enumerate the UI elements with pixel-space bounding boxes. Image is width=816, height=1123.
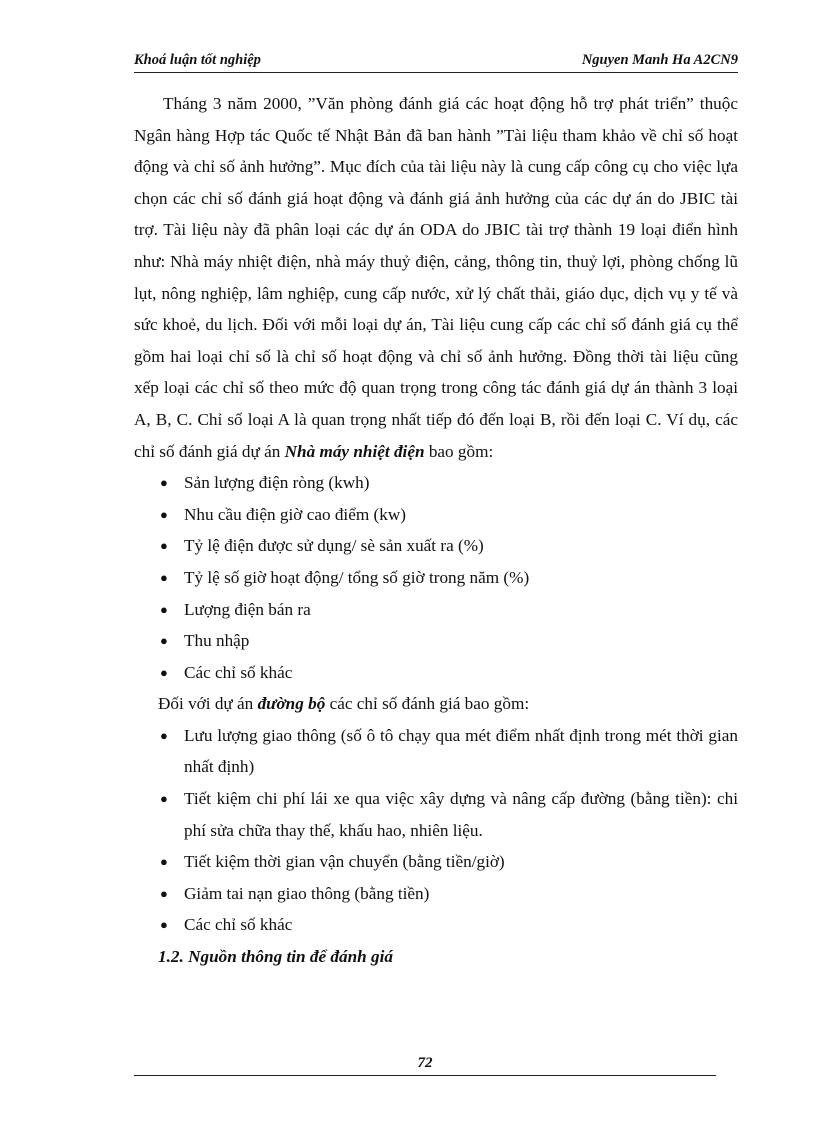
power-plant-emphasis: Nhà máy nhiệt điện xyxy=(284,441,425,461)
list-item-text: Lưu lượng giao thông (số ô tô chạy qua mét điểm nhất định trong mét thời gian nhất định) xyxy=(184,725,738,777)
road-intro-ending: các chỉ số đánh giá bao gồm: xyxy=(325,694,530,714)
list-item-text: Tiết kiệm thời gian vận chuyển (bằng tiền/giờ) xyxy=(184,852,505,872)
list-item-text: Lượng điện bán ra xyxy=(184,599,311,619)
bullet-icon: ● xyxy=(160,854,168,870)
list-item-text: Nhu cầu điện giờ cao điểm (kw) xyxy=(184,504,406,524)
list-item xyxy=(134,909,738,941)
list-item xyxy=(134,530,738,562)
page-footer xyxy=(134,1055,716,1076)
list-item xyxy=(134,467,738,499)
list-item-text: Các chỉ số khác xyxy=(184,915,293,935)
bullet-icon: ● xyxy=(160,633,168,649)
road-indicator-list xyxy=(134,720,738,941)
bullet-icon: ● xyxy=(160,917,168,933)
list-item-text: Giảm tai nạn giao thông (bằng tiền) xyxy=(184,883,430,903)
bullet-icon: ● xyxy=(160,506,168,522)
list-item-text: Tỷ lệ số giờ hoạt động/ tổng số giờ trong năm (%) xyxy=(184,567,530,587)
list-item xyxy=(134,846,738,878)
bullet-icon: ● xyxy=(160,538,168,554)
list-item xyxy=(134,562,738,594)
list-item xyxy=(134,657,738,689)
page-header xyxy=(134,50,738,73)
intro-paragraph-text: Tháng 3 năm 2000, ”Văn phòng đánh giá các hoạt động hỗ trợ phát triển” thuộc Ngân hàng Hợp tác Quốc tế Nhật Bản đã ban hành ”Tài liệu tham khảo về chỉ số hoạt động và chỉ số ảnh hưởng”. Mục đích của tài liệu này là cung cấp công cụ cho việc lựa chọn các chỉ số đánh giá hoạt động và đánh giá ảnh hưởng của các dự án do JBIC tài trợ. Tài liệu này đã phân loại các dự án ODA do JBIC tài trợ thành 19 loại điển hình như: Nhà máy nhiệt điện, nhà máy thuỷ điện, cảng, thông tin, thuỷ lợi, phòng chống lũ lụt, nông nghiệp, lâm nghiệp, cung cấp nước, xử lý chất thải, giáo dục, dịch vụ y tế và sức khoẻ, du lịch. Đối với mỗi loại dự án, Tài liệu cung cấp các chỉ số đánh giá cụ thể gồm hai loại chỉ số là chỉ số hoạt động và chỉ số ảnh hưởng. Đồng thời tài liệu cũng xếp loại các chỉ số theo mức độ quan trọng trong công tác đánh giá dự án thành 3 loại A, B, C. Chỉ số loại A là quan trọng nhất tiếp đó đến loại B, rồi đến loại C. Ví dụ, các chỉ số đánh giá dự án xyxy=(134,94,738,461)
header-author: Nguyen Manh Ha A2CN9 xyxy=(581,52,738,68)
power-plant-indicator-list xyxy=(134,467,738,688)
section-heading: 1.2. Nguồn thông tin để đánh giá xyxy=(158,947,393,967)
bullet-icon: ● xyxy=(160,727,168,743)
bullet-icon: ● xyxy=(160,664,168,680)
list-item xyxy=(134,783,738,846)
bullet-icon: ● xyxy=(160,601,168,617)
bullet-icon: ● xyxy=(160,791,168,807)
list-item xyxy=(134,499,738,531)
bullet-icon: ● xyxy=(160,885,168,901)
list-item xyxy=(134,625,738,657)
header-thesis-title: Khoá luận tốt nghiệp xyxy=(134,52,261,68)
list-item xyxy=(134,720,738,783)
page-content xyxy=(134,88,738,973)
bullet-icon: ● xyxy=(160,475,168,491)
list-item-text: Thu nhập xyxy=(184,631,250,651)
list-item xyxy=(134,594,738,626)
page-number: 72 xyxy=(417,1055,433,1071)
list-item-text: Các chỉ số khác xyxy=(184,662,293,682)
bullet-icon: ● xyxy=(160,569,168,585)
intro-paragraph-ending: bao gồm: xyxy=(424,441,494,461)
list-item-text: Tiết kiệm chi phí lái xe qua việc xây dựng và nâng cấp đường (bằng tiền): chi phí sửa chữa thay thế, khấu hao, nhiên liệu. xyxy=(184,789,738,840)
road-intro-text: Đối với dự án xyxy=(158,694,258,714)
list-item-text: Tỷ lệ điện được sử dụng/ sè sản xuất ra (%) xyxy=(184,536,484,556)
road-intro xyxy=(134,688,738,720)
road-emphasis: đường bộ xyxy=(257,694,326,714)
intro-paragraph xyxy=(134,88,738,467)
list-item xyxy=(134,878,738,910)
list-item-text: Sản lượng điện ròng (kwh) xyxy=(184,473,370,493)
